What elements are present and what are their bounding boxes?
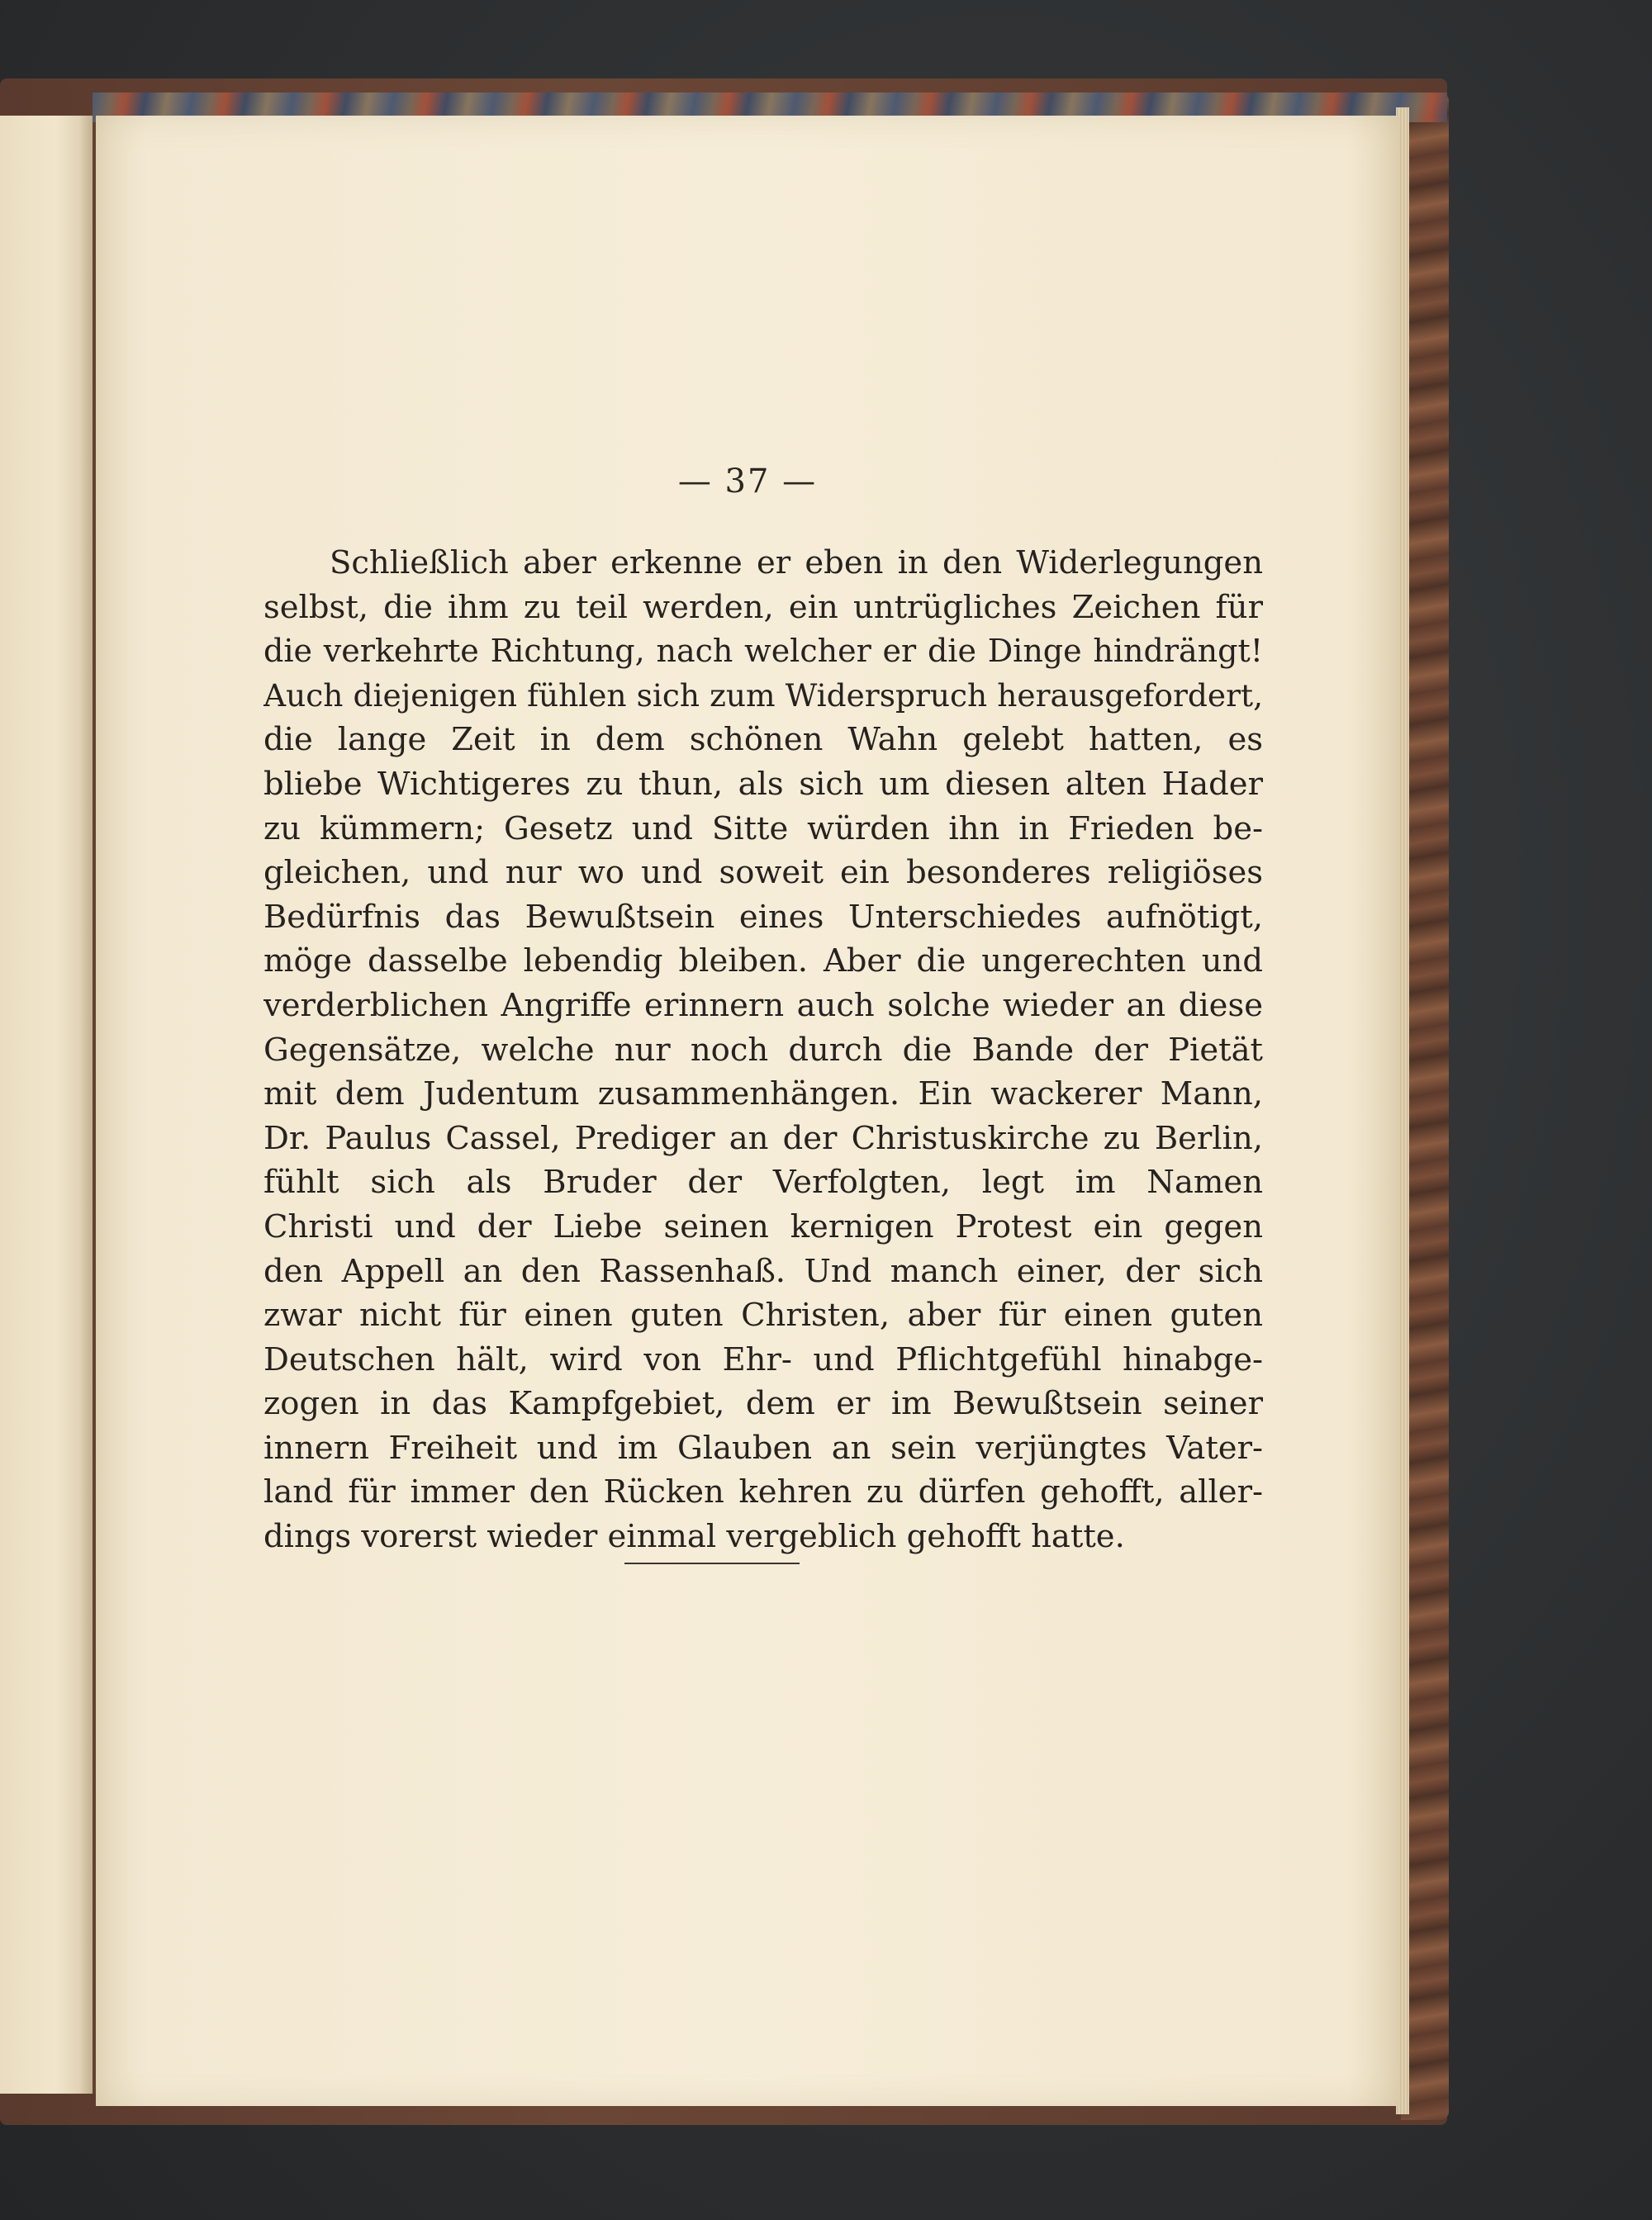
text-line: fühlt sich als Bruder der Verfolgten, legt im Namen [263,1164,1263,1202]
book-page [96,116,1399,2106]
text-line: möge dasselbe lebendig bleiben. Aber die ungerechten und [263,942,1263,980]
page-body-text [263,541,1263,1559]
page-number: — 37 — [677,462,818,500]
text-line: die verkehrte Richtung, nach welcher er die Dinge hindrängt! [263,633,1263,670]
text-line: gleichen, und nur wo und soweit ein besonderes religiöses [263,854,1263,892]
text-line: Schließlich aber erkenne er eben in den Widerlegungen [330,544,1263,581]
section-end-rule [624,1563,800,1564]
text-line: mit dem Judentum zusammenhängen. Ein wackerer Mann, [263,1075,1263,1113]
text-line: bliebe Wichtigeres zu thun, als sich um diesen alten Hader [263,765,1263,803]
text-line: Auch diejenigen fühlen sich zum Widerspruch herausgefordert, [263,676,1263,714]
text-line: Gegensätze, welche nur noch durch die Bande der Pietät [263,1031,1263,1069]
text-line: den Appell an den Rassenhaß. Und manch einer, der sich [263,1252,1263,1290]
text-line: land für immer den Rücken kehren zu dürfen gehofft, aller- [263,1473,1263,1511]
text-line: Deutschen hält, wird von Ehr- und Pflichtgefühl hinabge- [263,1340,1263,1378]
text-line: Dr. Paulus Cassel, Prediger an der Christuskirche zu Berlin, [263,1119,1263,1157]
text-line: dings vorerst wieder einmal vergeblich gehofft hatte. [263,1518,1125,1556]
text-line: verderblichen Angriffe erinnern auch solche wieder an diese [263,986,1263,1024]
text-line: zu kümmern; Gesetz und Sitte würden ihn in Frieden be- [263,809,1263,847]
text-line: Bedürfnis das Bewußtsein eines Unterschiedes aufnötigt, [263,898,1263,936]
text-line: die lange Zeit in dem schönen Wahn gelebt hatten, es [263,721,1263,759]
text-line: innern Freiheit und im Glauben an sein verjüngtes Vater- [263,1429,1263,1467]
text-line: zogen in das Kampfgebiet, dem er im Bewußtsein seiner [263,1385,1263,1423]
text-line: Christi und der Liebe seinen kernigen Protest ein gegen [263,1207,1263,1245]
text-line: selbst, die ihm zu teil werden, ein untrügliches Zeichen für [263,588,1263,626]
text-line: zwar nicht für einen guten Christen, aber für einen guten [263,1297,1263,1335]
